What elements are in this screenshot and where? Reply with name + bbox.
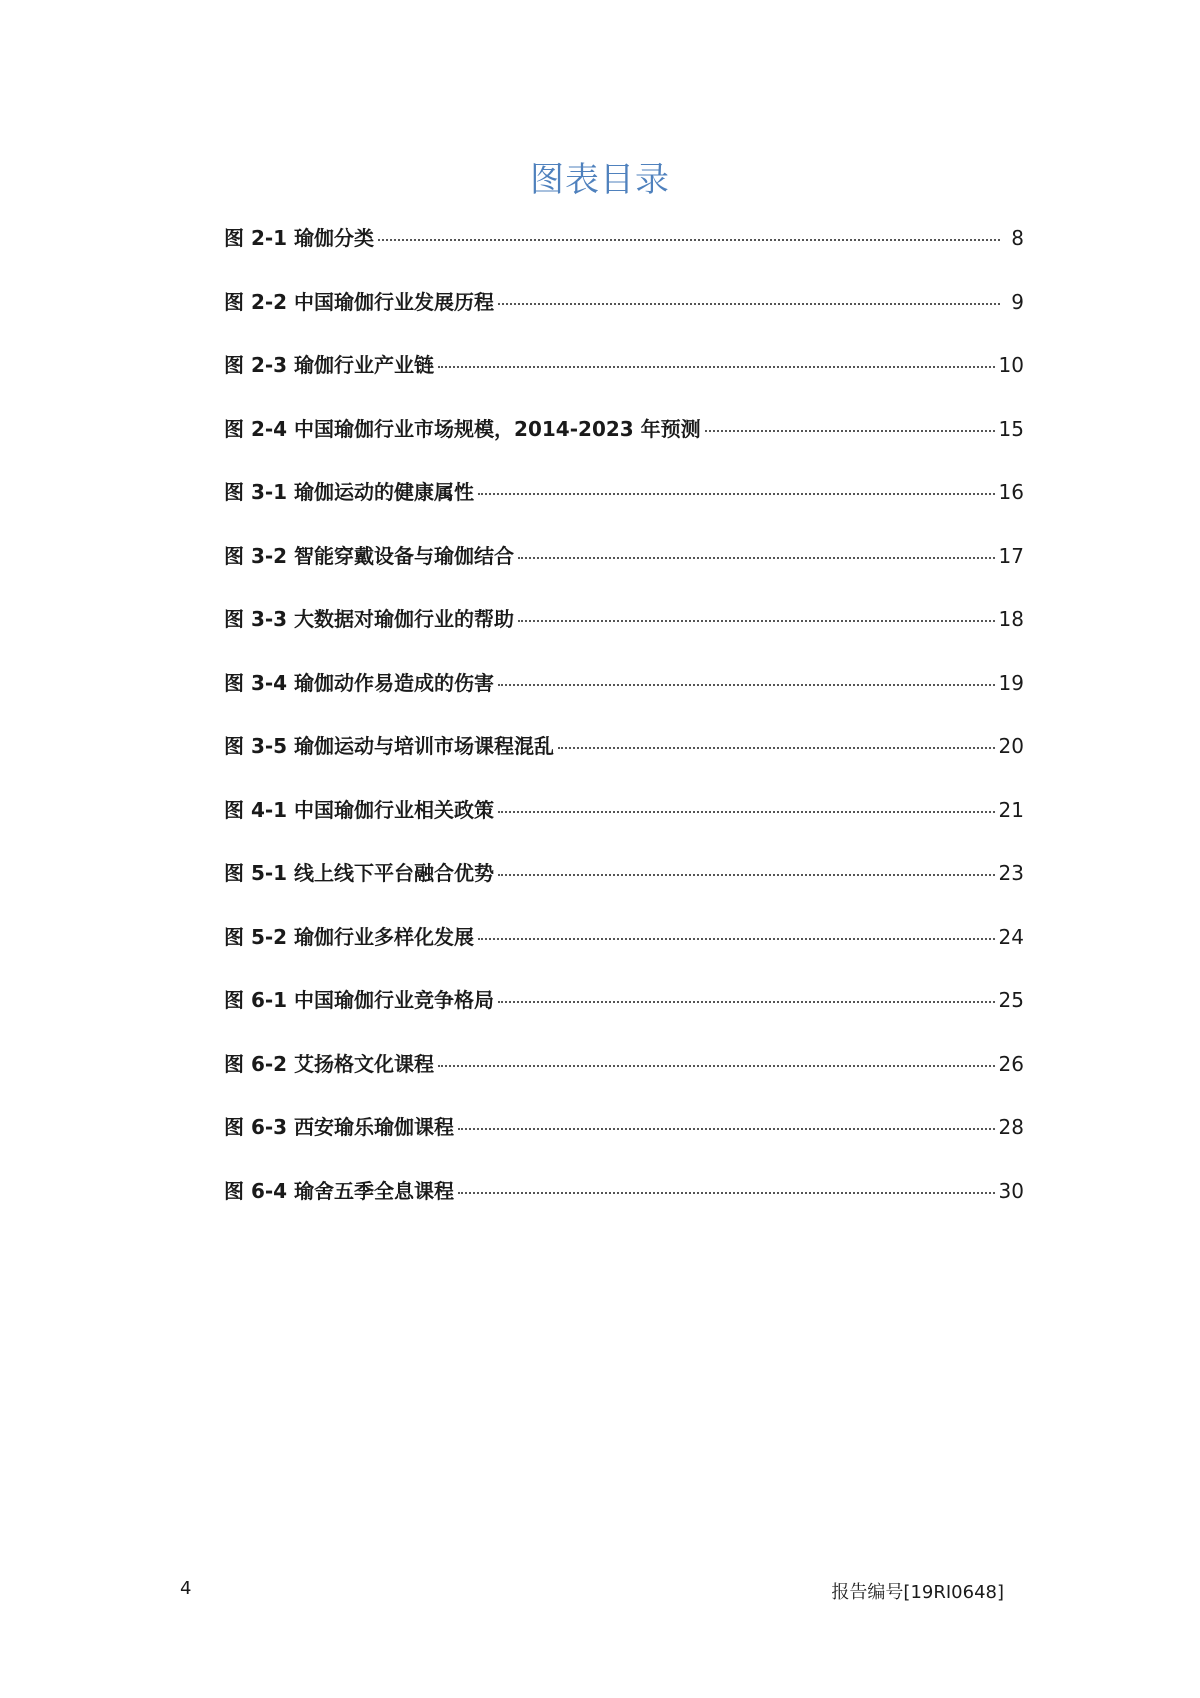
toc-entry[interactable] <box>224 1175 1024 1239</box>
report-id: 报告编号[19RI0648] <box>831 1582 1004 1603</box>
dot-leader <box>438 366 994 368</box>
toc-entry[interactable] <box>224 603 1024 667</box>
toc-entry-page: 23 <box>998 861 1024 885</box>
dot-leader <box>478 493 994 495</box>
toc-entry[interactable] <box>224 540 1024 604</box>
toc-entry[interactable] <box>224 286 1024 350</box>
toc-entry[interactable] <box>224 921 1024 985</box>
toc-entry-label: 图 5-2 瑜伽行业多样化发展 <box>224 924 475 949</box>
toc-entry-label: 图 6-4 瑜舍五季全息课程 <box>224 1178 455 1203</box>
dot-leader <box>498 684 994 686</box>
toc-entry[interactable] <box>224 349 1024 413</box>
toc-entry-page: 17 <box>998 543 1024 568</box>
toc-entry-page: 16 <box>998 480 1024 504</box>
dot-leader <box>518 620 994 622</box>
toc-entry[interactable] <box>224 1111 1024 1175</box>
toc-entry-page: 25 <box>998 988 1024 1012</box>
toc-entry-label: 图 2-4 中国瑜伽行业市场规模，2014-2023 年预测 <box>224 416 701 441</box>
toc-entry-label: 图 6-1 中国瑜伽行业竞争格局 <box>224 988 495 1012</box>
toc-entry-page: 8 <box>1011 226 1024 250</box>
toc-entry[interactable] <box>224 1048 1024 1112</box>
toc-entry-page: 15 <box>998 416 1024 441</box>
toc-entry-page: 10 <box>998 353 1024 377</box>
toc-entry-label: 图 5-1 线上线下平台融合优势 <box>224 861 495 885</box>
toc-entry-label: 图 3-3 大数据对瑜伽行业的帮助 <box>224 607 515 631</box>
toc-entry[interactable] <box>224 667 1024 731</box>
toc-entry-page: 26 <box>998 1051 1024 1076</box>
toc-entry-page: 21 <box>998 797 1024 822</box>
figure-list <box>224 222 1024 1238</box>
dot-leader <box>498 811 994 813</box>
toc-entry-label: 图 2-3 瑜伽行业产业链 <box>224 353 435 377</box>
dot-leader <box>705 430 995 432</box>
toc-entry-label: 图 3-4 瑜伽动作易造成的伤害 <box>224 670 495 695</box>
toc-entry-label: 图 6-2 艾扬格文化课程 <box>224 1051 435 1076</box>
toc-entry[interactable] <box>224 730 1024 794</box>
toc-entry[interactable] <box>224 794 1024 858</box>
toc-entry-label: 图 4-1 中国瑜伽行业相关政策 <box>224 797 495 822</box>
toc-entry-label: 图 3-1 瑜伽运动的健康属性 <box>224 480 475 504</box>
page-number: 4 <box>180 1578 192 1599</box>
dot-leader <box>458 1128 994 1130</box>
toc-entry[interactable] <box>224 984 1024 1048</box>
toc-entry-label: 图 3-2 智能穿戴设备与瑜伽结合 <box>224 543 515 568</box>
toc-entry-page: 24 <box>998 924 1024 949</box>
toc-entry[interactable] <box>224 857 1024 921</box>
dot-leader <box>478 938 994 940</box>
page-title: 图表目录 <box>530 160 670 200</box>
toc-entry-page: 19 <box>998 670 1024 695</box>
toc-entry[interactable] <box>224 413 1024 477</box>
dot-leader <box>498 1001 994 1003</box>
toc-entry-label: 图 6-3 西安瑜乐瑜伽课程 <box>224 1115 455 1139</box>
dot-leader <box>458 1192 994 1194</box>
toc-entry[interactable] <box>224 222 1024 286</box>
toc-entry[interactable] <box>224 476 1024 540</box>
toc-entry-label: 图 2-1 瑜伽分类 <box>224 226 375 250</box>
dot-leader <box>498 303 1000 305</box>
toc-entry-page: 9 <box>1011 289 1024 314</box>
dot-leader <box>518 557 994 559</box>
dot-leader <box>378 239 1000 241</box>
toc-entry-page: 18 <box>998 607 1024 631</box>
dot-leader <box>438 1065 994 1067</box>
dot-leader <box>498 874 994 876</box>
toc-entry-page: 20 <box>998 734 1024 758</box>
dot-leader <box>558 747 994 749</box>
toc-entry-page: 28 <box>998 1115 1024 1139</box>
toc-entry-label: 图 2-2 中国瑜伽行业发展历程 <box>224 289 495 314</box>
toc-entry-label: 图 3-5 瑜伽运动与培训市场课程混乱 <box>224 734 555 758</box>
toc-entry-page: 30 <box>998 1178 1024 1203</box>
